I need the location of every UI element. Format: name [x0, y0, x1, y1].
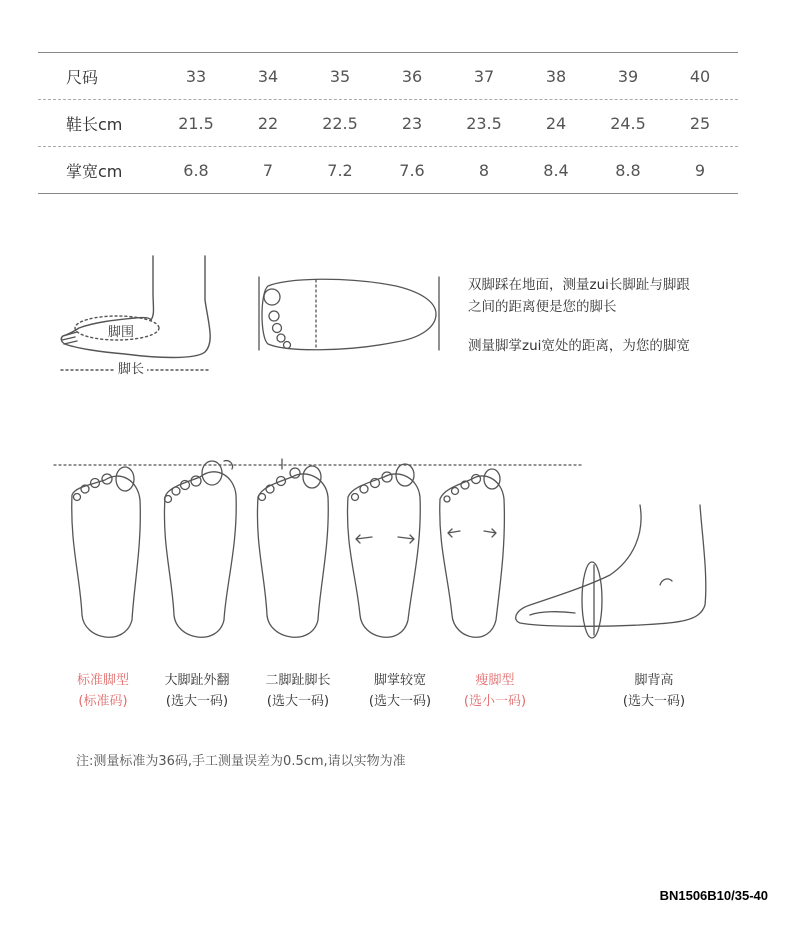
- cell: 9: [694, 160, 706, 180]
- cell: 7.2: [327, 160, 353, 180]
- row-label: 掌宽cm: [66, 161, 123, 181]
- cell: 39: [617, 66, 639, 86]
- measurement-note: 注:测量标准为36码,手工测量误差为0.5cm,请以实物为准: [76, 754, 406, 769]
- cell: 22: [257, 113, 279, 133]
- length-label: 脚长: [115, 358, 147, 377]
- row-label: 尺码: [66, 67, 99, 87]
- cell: 36: [401, 66, 423, 86]
- cell: 23: [401, 113, 423, 133]
- foot-type-narrow: [440, 670, 550, 712]
- foot-type-advice: (选大一码): [622, 694, 686, 709]
- foot-type-second-toe: [243, 670, 353, 712]
- foot-type-wide: [345, 670, 455, 712]
- length-instruction-line1: 双脚踩在地面，测量zui长脚趾与脚跟: [468, 277, 690, 293]
- row-label: 鞋长cm: [66, 114, 123, 134]
- cell: 7: [262, 160, 274, 180]
- foot-type-advice: (标准码): [78, 694, 128, 709]
- foot-type-name: 脚背高: [634, 673, 674, 688]
- cell: 37: [473, 66, 495, 86]
- cell: 33: [185, 66, 207, 86]
- foot-type-name: 二脚趾脚长: [265, 673, 331, 688]
- cell: 40: [689, 66, 711, 86]
- cell: 6.8: [183, 160, 209, 180]
- cell: 35: [329, 66, 351, 86]
- foot-standard-icon: [72, 467, 141, 637]
- table-row-width: [38, 147, 738, 193]
- foot-narrow-icon: [440, 469, 505, 637]
- foot-type-advice: (选大一码): [266, 694, 330, 709]
- cell: 8: [478, 160, 490, 180]
- table-row-size: [38, 53, 738, 99]
- foot-types-diagram: [0, 455, 790, 655]
- cell: 24: [545, 113, 567, 133]
- foot-type-advice: (选小一码): [463, 694, 527, 709]
- foot-type-advice: (选大一码): [165, 694, 229, 709]
- cell: 25: [689, 113, 711, 133]
- cell: 7.6: [399, 160, 425, 180]
- table-row-length: [38, 100, 738, 146]
- foot-bunion-icon: [164, 461, 236, 638]
- table-bottom-rule: [38, 193, 738, 194]
- foot-wide-forefoot-icon: [347, 464, 420, 637]
- width-instruction: 测量脚掌zui宽处的距离，为您的脚宽: [468, 338, 690, 354]
- cell: 8.8: [615, 160, 641, 180]
- cell: 24.5: [610, 113, 646, 133]
- cell: 22.5: [322, 113, 358, 133]
- foot-type-name: 大脚趾外翻: [164, 673, 230, 688]
- side-foot-diagram: [55, 252, 215, 377]
- foot-type-advice: (选大一码): [368, 694, 432, 709]
- cell: 23.5: [466, 113, 502, 133]
- length-instruction: [468, 274, 690, 318]
- foot-type-name: 瘦脚型: [475, 673, 515, 688]
- foot-type-name: 脚掌较宽: [373, 673, 426, 688]
- size-table: [38, 52, 738, 194]
- top-foot-diagram: [256, 272, 446, 357]
- foot-type-name: 标准脚型: [76, 673, 129, 688]
- product-code: BN1506B10/35-40: [659, 888, 768, 903]
- foot-type-bunion: [142, 670, 252, 712]
- cell: 21.5: [178, 113, 214, 133]
- foot-second-toe-long-icon: [257, 459, 328, 637]
- length-instruction-line2: 之间的距离便是您的脚长: [468, 299, 617, 315]
- foot-high-instep-icon: [516, 505, 706, 638]
- foot-type-high-instep: [599, 670, 709, 712]
- cell: 8.4: [543, 160, 569, 180]
- cell: 38: [545, 66, 567, 86]
- cell: 34: [257, 66, 279, 86]
- girth-label: 脚围: [108, 325, 135, 340]
